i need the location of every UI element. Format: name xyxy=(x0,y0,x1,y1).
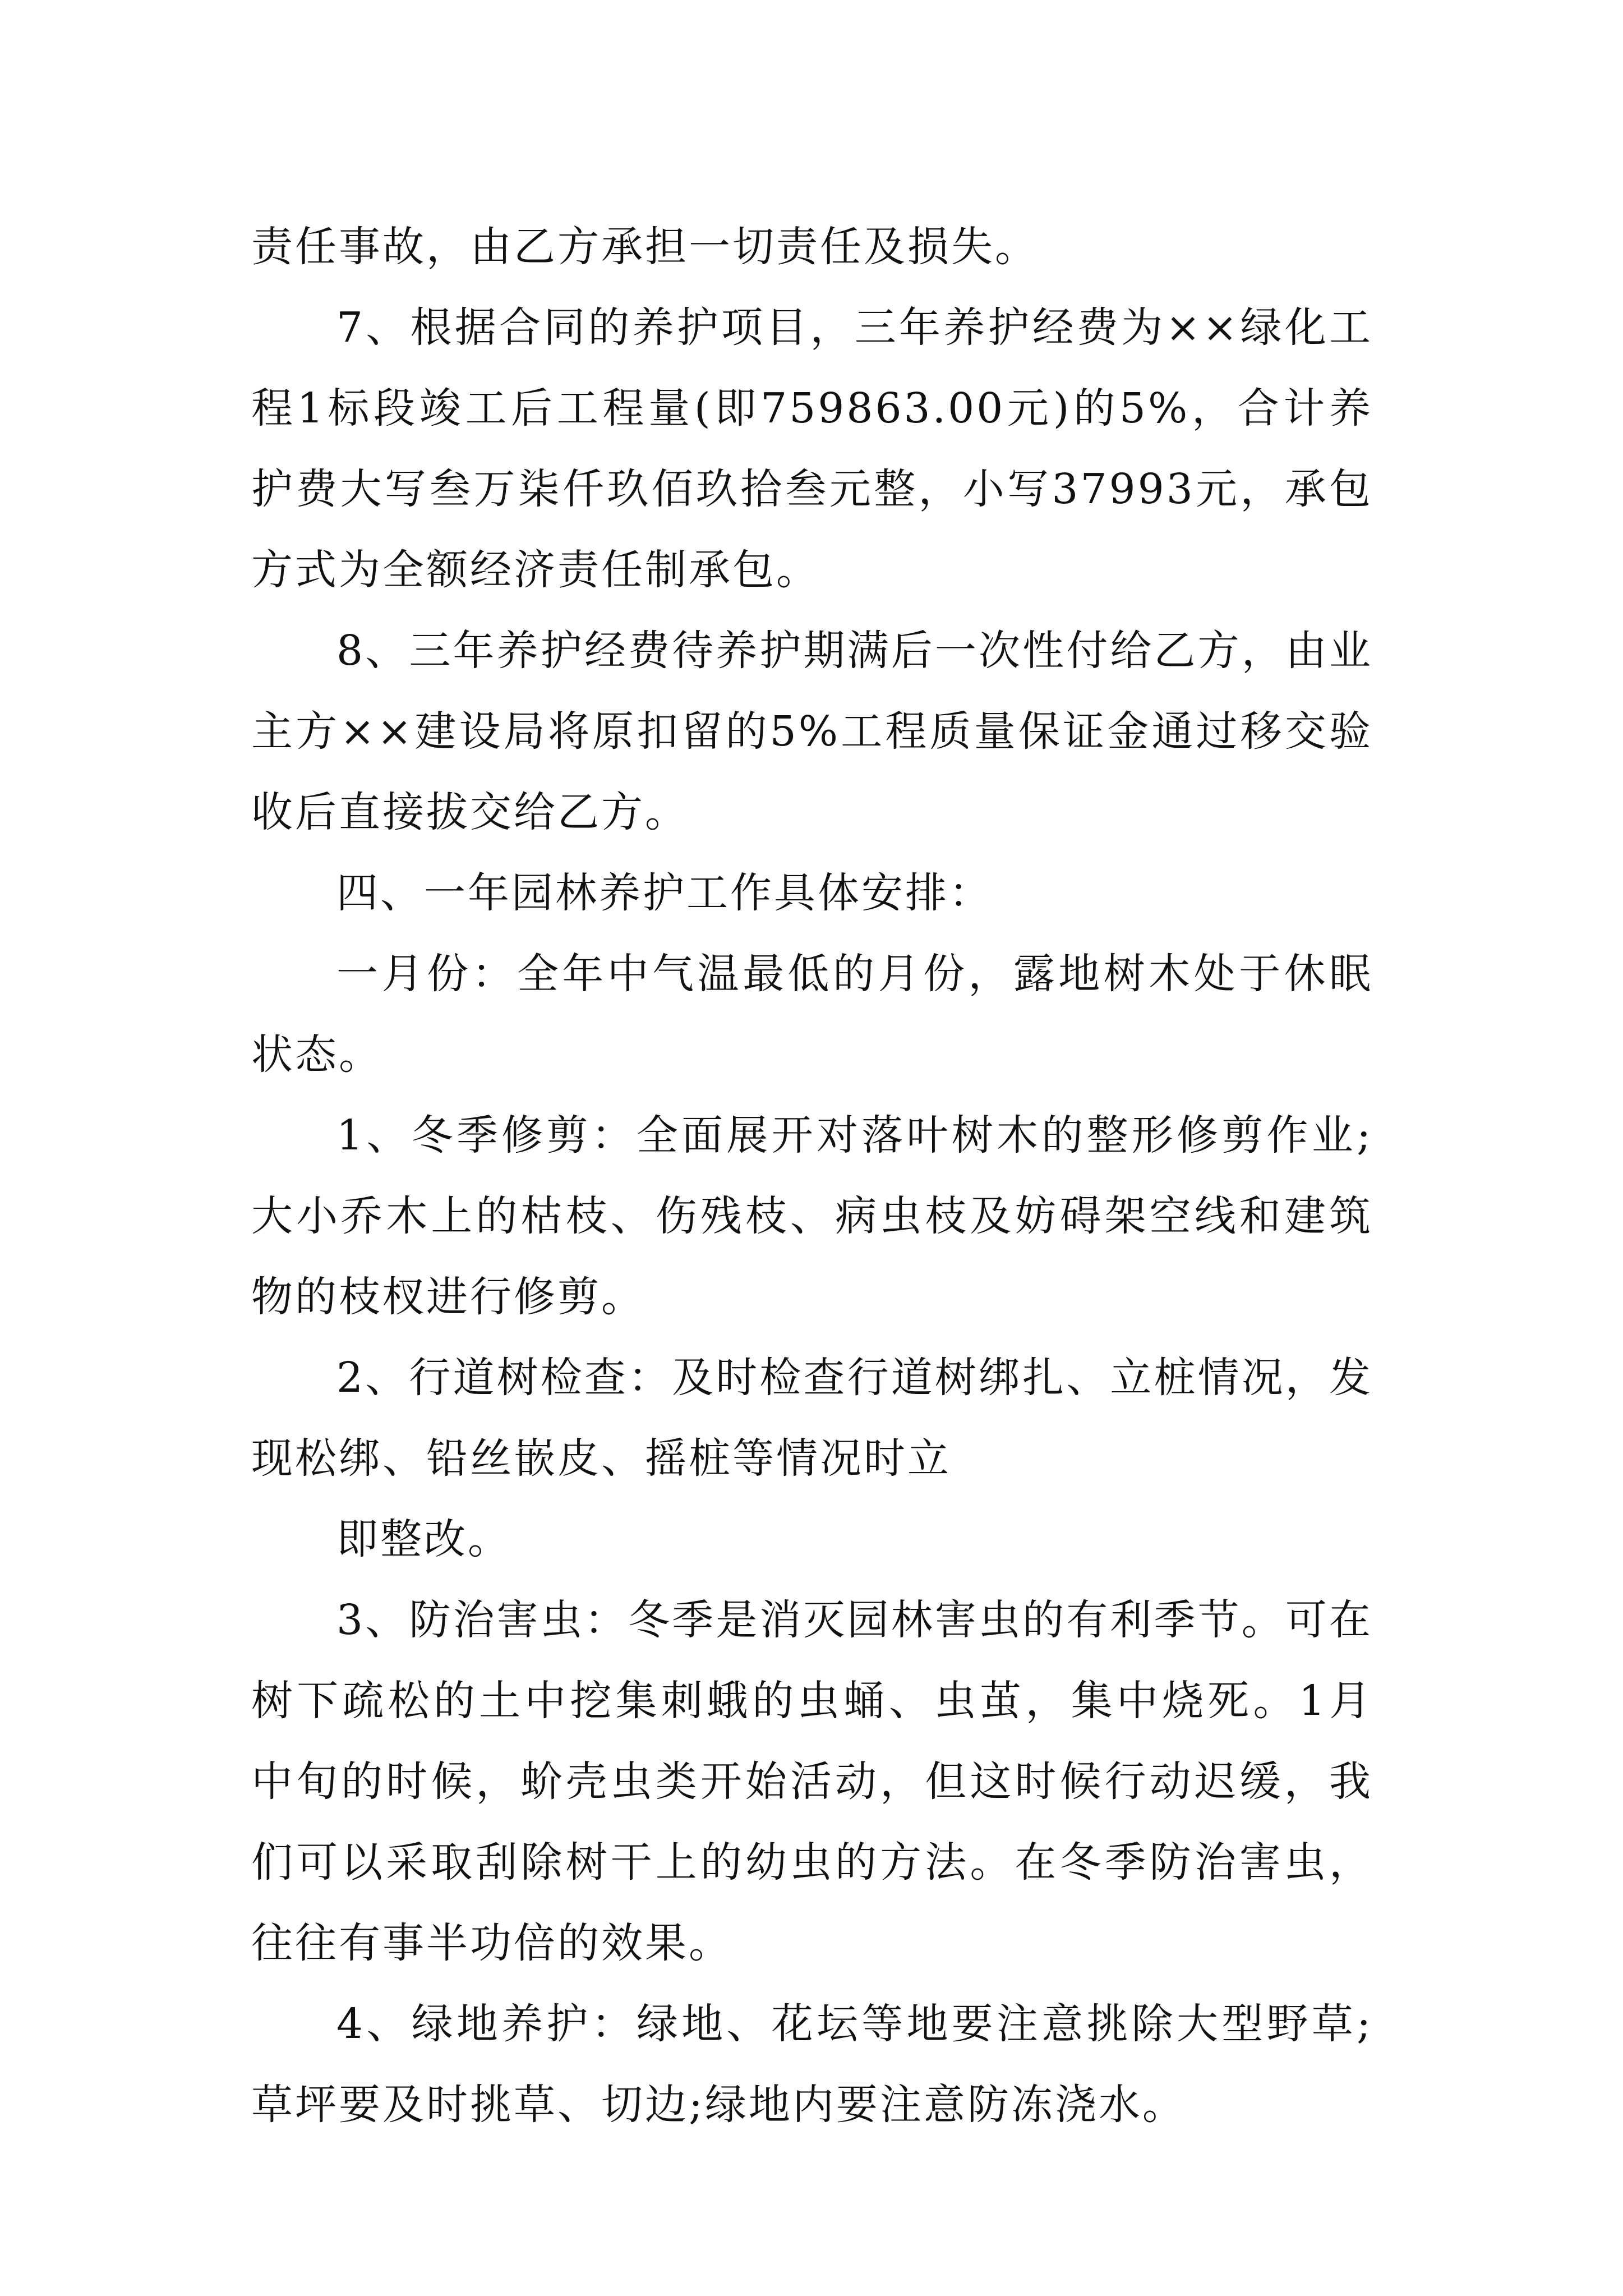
document-body xyxy=(251,206,1373,2145)
section-heading: 四、一年园林养护工作具体安排： xyxy=(336,869,993,917)
paragraph-6: 1、冬季修剪：全面展开对落叶树木的整形修剪作业;大小乔木上的枯枝、伤残枝、病虫枝及妨碍架空线和建筑物的枝杈进行修剪。 xyxy=(251,1111,1373,1321)
paragraph-1: 责任事故，由乙方承担一切责任及损失。 xyxy=(251,223,1039,271)
paragraph-8: 即整改。 xyxy=(336,1515,511,1563)
paragraph-5: 一月份：全年中气温最低的月份，露地树木处于休眠状态。 xyxy=(251,950,1373,1079)
paragraph-3: 8、三年养护经费待养护期满后一次性付给乙方，由业主方××建设局将原扣留的5%工程质量保证金通过移交验收后直接拔交给乙方。 xyxy=(251,627,1373,836)
paragraph-2: 7、根据合同的养护项目，三年养护经费为××绿化工程1标段竣工后工程量(即759863.00元)的5%，合计养护费大写叁万柒仟玖佰玖拾叁元整，小写37993元，承包方式为全额经济责任制承包。 xyxy=(251,303,1373,594)
paragraph-9: 3、防治害虫：冬季是消灭园林害虫的有利季节。可在树下疏松的土中挖集刺蛾的虫蛹、虫茧，集中烧死。1月中旬的时候，蚧壳虫类开始活动，但这时候行动迟缓，我们可以采取刮除树干上的幼虫的方法。在冬季防治害虫，往往有事半功倍的效果。 xyxy=(251,1596,1373,1967)
paragraph-7: 2、行道树检查：及时检查行道树绑扎、立桩情况，发现松绑、铅丝嵌皮、摇桩等情况时立 xyxy=(251,1354,1373,1483)
paragraph-10: 4、绿地养护：绿地、花坛等地要注意挑除大型野草;草坪要及时挑草、切边;绿地内要注意防冻浇水。 xyxy=(251,2000,1373,2129)
